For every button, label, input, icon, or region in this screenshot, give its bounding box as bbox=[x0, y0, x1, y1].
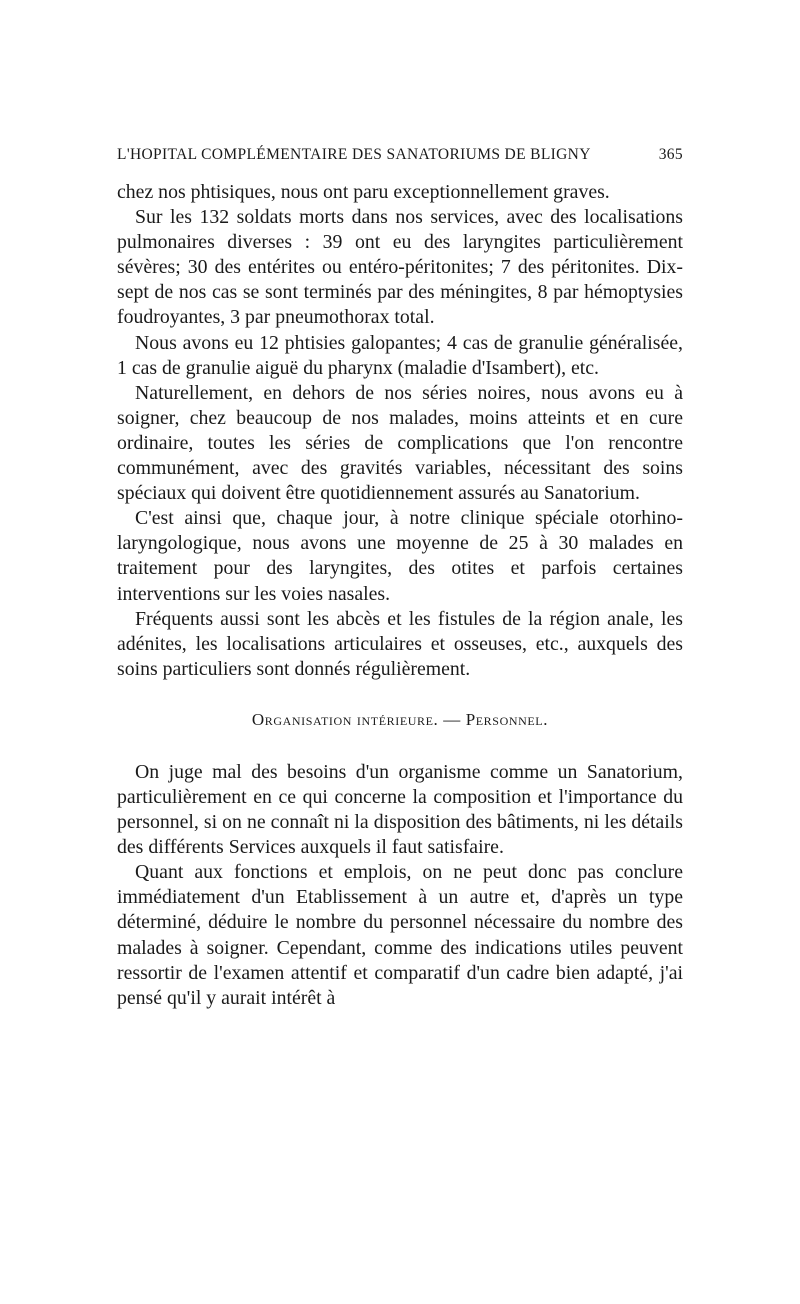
paragraph-deaths: Sur les 132 soldats morts dans nos services, avec des localisations pulmonaires diverses : 39 ont eu des laryngites particulièrement sévères; 30 des entérites ou entéro-péritonites; 7 des péritonites. Dix-sept de nos cas se sont terminés par des méningites, 8 par hémoptysies foudroyantes, 3 par pneumothorax total. bbox=[117, 206, 683, 329]
paragraph-needs: On juge mal des besoins d'un organisme comme un Sanatorium, particulièrement en ce qui concerne la composition et l'importance du personnel, si on ne connaît ni la disposition des bâtiments, ni les détails des différents Services auxquels il faut satisfaire. bbox=[117, 760, 683, 859]
paragraph-abscesses: Fréquents aussi sont les abcès et les fistules de la région anale, les adénites, les localisations articulaires et osseuses, etc., auxquels des soins particuliers sont donnés régulièrement. bbox=[117, 607, 683, 680]
paragraph-galloping-phthisis: Nous avons eu 12 phtisies galopantes; 4 cas de granulie généralisée, 1 cas de granulie aiguë du pharynx (maladie d'Isambert), etc. bbox=[117, 331, 683, 379]
paragraph-continuation: chez nos phtisiques, nous ont paru exceptionnellement graves. bbox=[117, 181, 610, 203]
paragraph-ent-clinic: C'est ainsi que, chaque jour, à notre clinique spéciale otorhino-laryngologique, nous avons une moyenne de 25 à 30 malades en traitement pour des laryngites, des otites et parfois certaines interventions sur les voies nasales. bbox=[117, 507, 683, 605]
paragraph-functions: Quant aux fonctions et emplois, on ne peut donc pas conclure immédiatement d'un Etablissement à un autre et, d'après un type déterminé, déduire le nombre du personnel nécessaire du nombre des malades à soigner. Cependant, comme des indications utiles peuvent ressortir de l'examen attentif et comparatif d'un cadre bien adapté, j'ai pensé qu'il y aurait intérêt à bbox=[117, 861, 683, 1009]
section-heading: Organisation intérieure. — Personnel. bbox=[251, 709, 549, 729]
page-number: 365 bbox=[658, 146, 683, 163]
running-header bbox=[117, 146, 683, 164]
paragraph-complications: Naturellement, en dehors de nos séries noires, nous avons eu à soigner, chez beaucoup de nos malades, moins atteints et en cure ordinaire, toutes les séries de complications que l'on rencontre communément, avec des gravités variables, nécessitant des soins spéciaux qui doivent être quotidiennement assurés au Sanatorium. bbox=[117, 381, 683, 505]
running-title: L'HOPITAL COMPLÉMENTAIRE DES SANATORIUMS DE BLIGNY bbox=[117, 146, 591, 163]
book-page bbox=[117, 146, 683, 1011]
